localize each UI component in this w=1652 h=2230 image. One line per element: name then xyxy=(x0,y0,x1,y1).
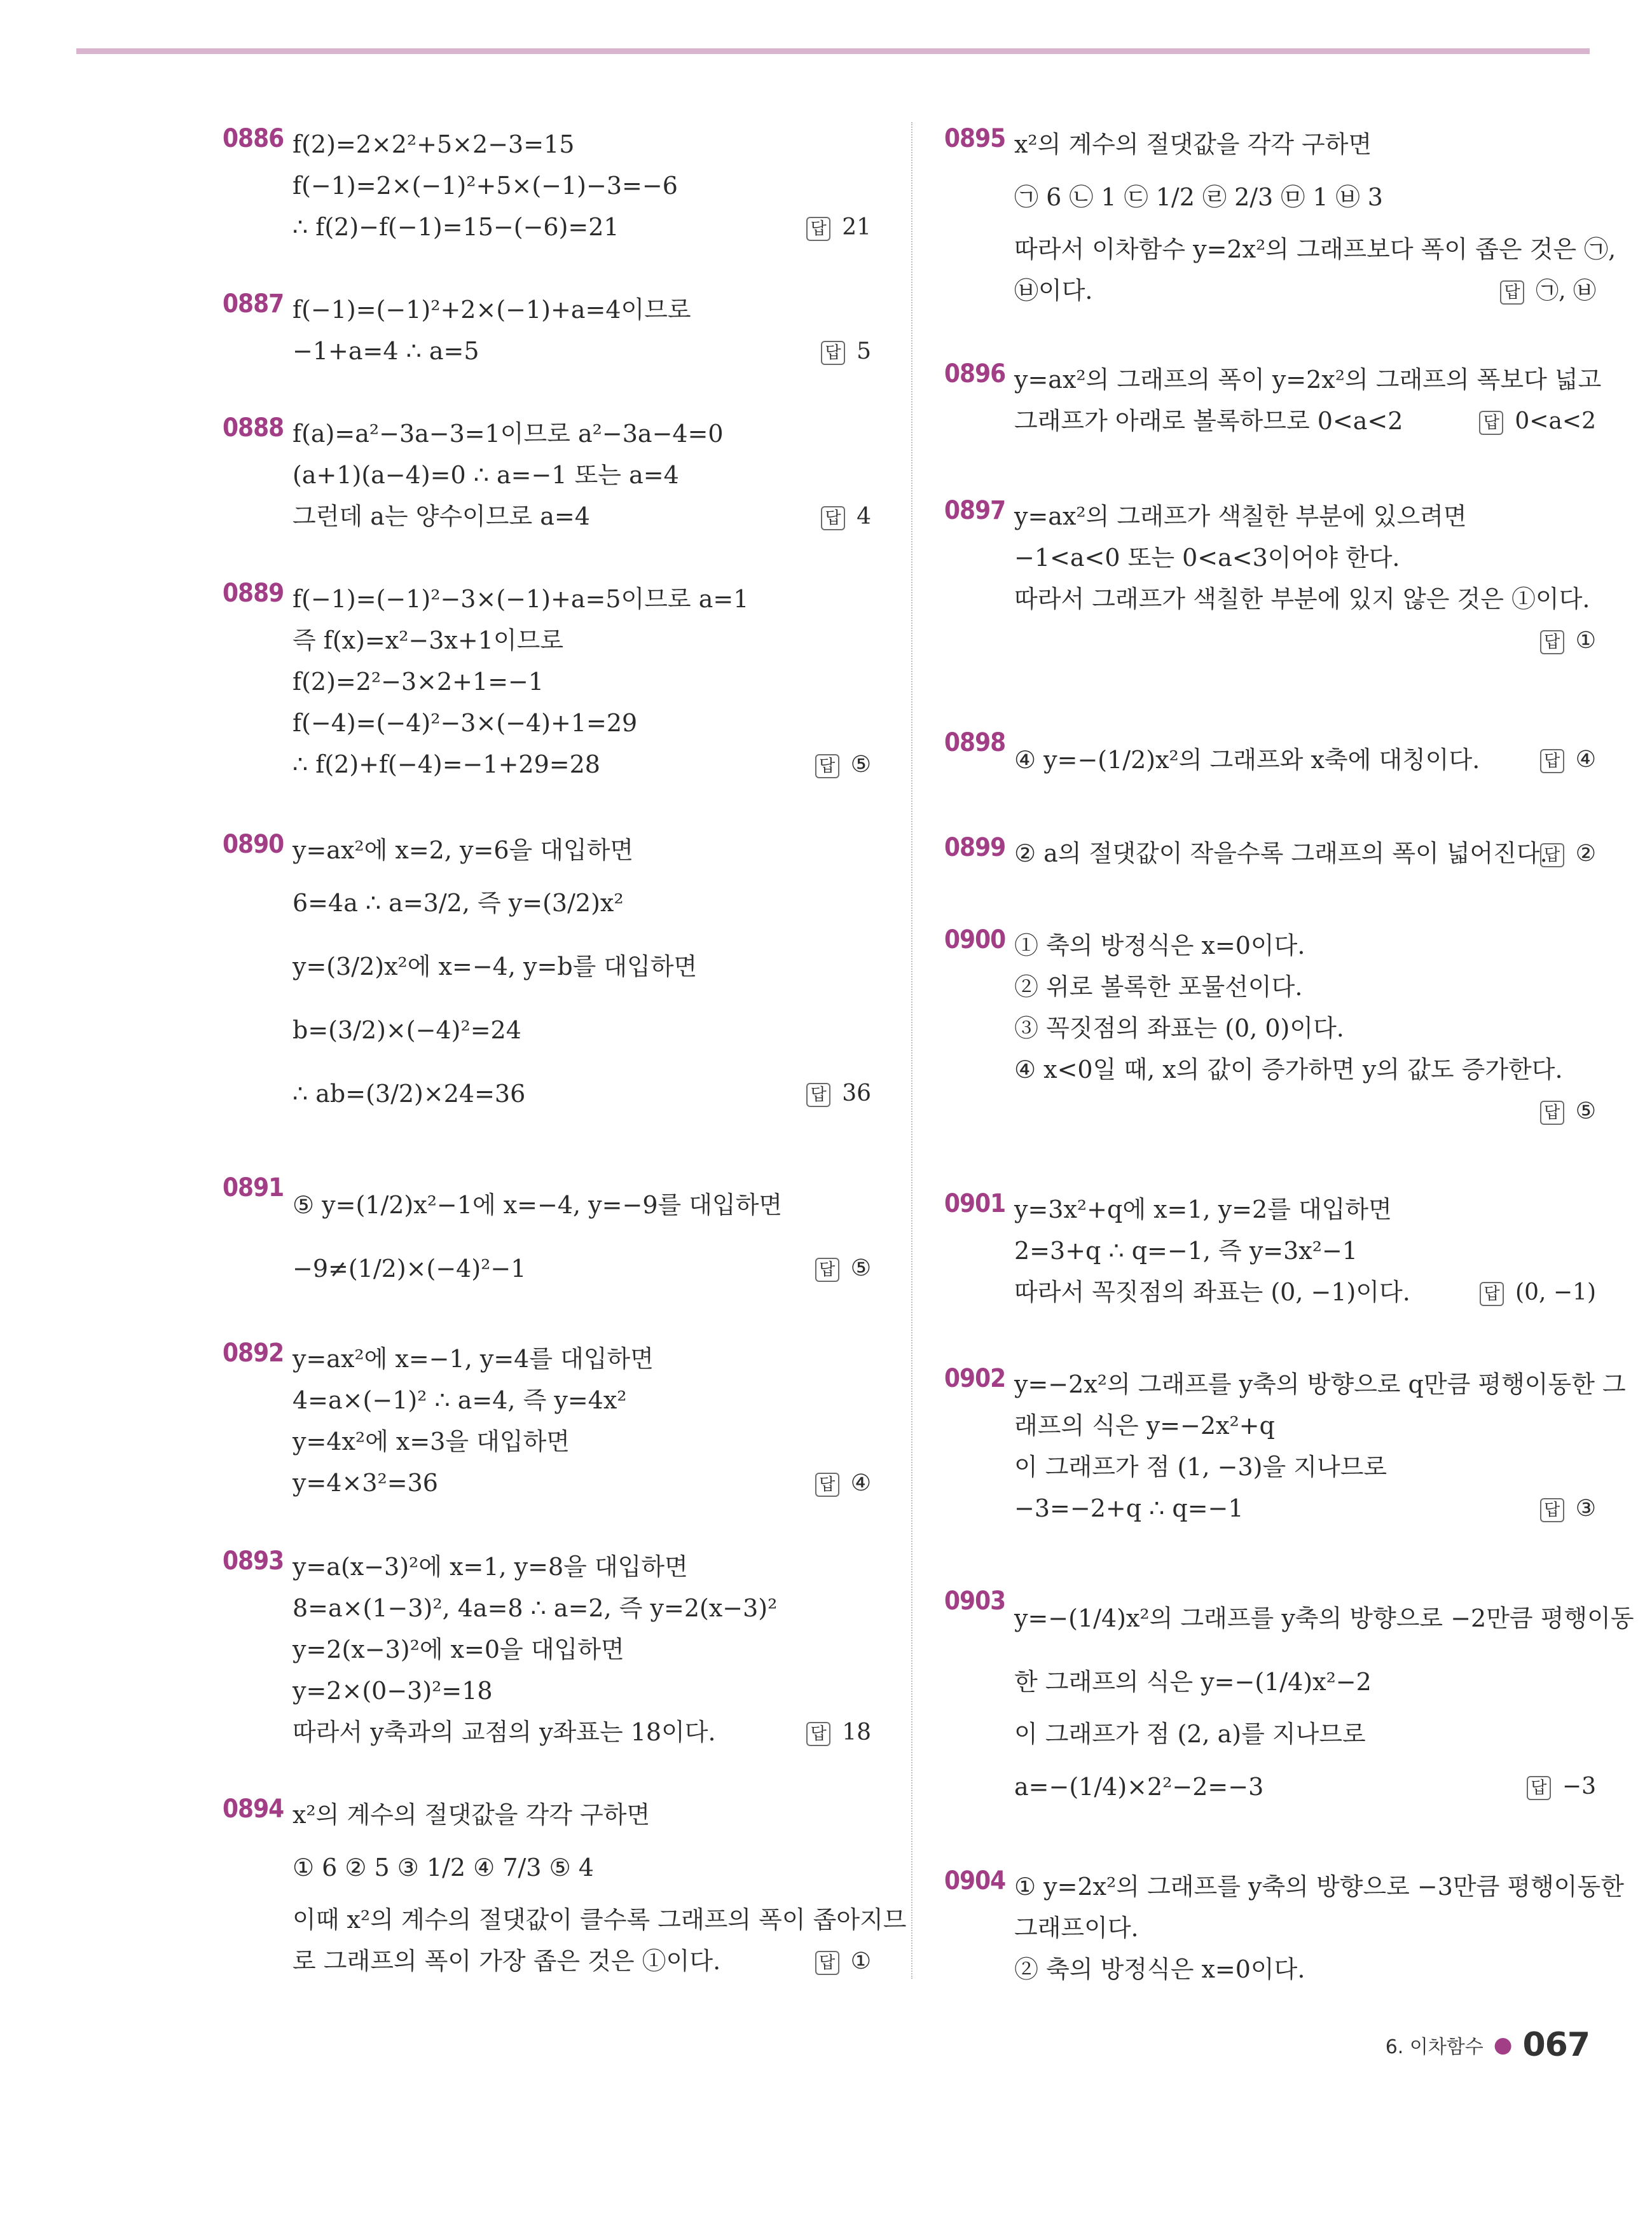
solution-text: 래프의 식은 y=−2x²+q xyxy=(1014,1412,1275,1440)
answer-label-icon: 답 xyxy=(1540,1101,1564,1125)
solution-text: 이때 x²의 계수의 절댓값이 클수록 그래프의 폭이 좁아지므 xyxy=(293,1906,907,1934)
solution-text: a=−(1/4)×2²−2=−3 xyxy=(1014,1773,1264,1801)
solution-line xyxy=(293,579,871,620)
solution-line xyxy=(1014,1908,1596,1949)
solution-line xyxy=(293,620,871,661)
solution-line xyxy=(1014,1189,1596,1230)
problem-number: 0899 xyxy=(944,833,1006,862)
answer-label-icon: 답 xyxy=(1540,843,1564,867)
answer xyxy=(1540,728,1596,792)
solution-line xyxy=(1014,1405,1596,1447)
solution-text: f(−1)=(−1)²+2×(−1)+a=4이므로 xyxy=(293,296,691,324)
answer xyxy=(806,1712,871,1753)
answer xyxy=(815,1237,871,1300)
answer-value: (0, −1) xyxy=(1515,1279,1596,1305)
solution-text: −1<a<0 또는 0<a<3이어야 한다. xyxy=(1014,544,1400,572)
answer-value: ⑤ xyxy=(1575,1098,1596,1124)
solution-text: ④ x<0일 때, x의 값이 증가하면 y의 값도 증가한다. xyxy=(1014,1056,1563,1084)
solution-body xyxy=(1014,359,1602,442)
problem-number: 0890 xyxy=(223,830,284,859)
answer-label-icon: 답 xyxy=(806,1083,830,1107)
solution-text: 따라서 꼭짓점의 좌표는 (0, −1)이다. xyxy=(1014,1278,1410,1306)
answer-label-icon: 답 xyxy=(1527,1776,1551,1800)
solution-text: ∴ f(2)+f(−4)=−1+29=28 xyxy=(293,750,600,778)
answer-value: ㉠, ㉥ xyxy=(1536,278,1596,304)
solution-text: 따라서 y축과의 교점의 y좌표는 18이다. xyxy=(293,1718,716,1746)
answer-value: 21 xyxy=(842,214,871,240)
solution-body xyxy=(293,124,871,248)
solution-text: 그런데 a는 양수이므로 a=4 xyxy=(293,502,590,530)
solution-text: f(−1)=(−1)²−3×(−1)+a=5이므로 a=1 xyxy=(293,585,749,613)
answer-label-icon: 답 xyxy=(1540,630,1564,654)
solution-line xyxy=(293,1463,871,1504)
answer xyxy=(815,1463,871,1504)
solution-body xyxy=(293,413,871,537)
solution-line xyxy=(1014,967,1596,1008)
answer-value: ④ xyxy=(850,1470,871,1496)
solution-line xyxy=(293,1941,871,1982)
solution-line xyxy=(1014,124,1596,165)
answer-label-icon: 답 xyxy=(806,1722,830,1746)
answer-value: 0<a<2 xyxy=(1515,408,1596,434)
top-rule xyxy=(76,48,1590,54)
solution-text: y=(3/2)x²에 x=−4, y=b를 대입하면 xyxy=(293,953,698,981)
solution-line xyxy=(293,1546,871,1588)
solution-body xyxy=(1014,1189,1596,1313)
solution-line xyxy=(293,1339,871,1380)
solution-text: 즉 f(x)=x²−3x+1이므로 xyxy=(293,626,564,654)
page-number: 067 xyxy=(1522,2026,1590,2064)
solution-text: 한 그래프의 식은 y=−(1/4)x²−2 xyxy=(1014,1668,1372,1696)
problem-number: 0897 xyxy=(944,496,1006,525)
solution-body xyxy=(1014,833,1596,874)
solution-line xyxy=(1014,1949,1596,1990)
solution-text: y=−2x²의 그래프를 y축의 방향으로 q만큼 평행이동한 그 xyxy=(1014,1370,1626,1398)
solution-line xyxy=(1014,1272,1596,1313)
solution-line xyxy=(1014,270,1596,312)
solution-body xyxy=(1014,925,1596,1132)
problem-number: 0889 xyxy=(223,579,284,608)
solution-text: ① y=2x²의 그래프를 y축의 방향으로 −3만큼 평행이동한 xyxy=(1014,1873,1624,1901)
solution-line xyxy=(1014,579,1596,620)
answer-value: 36 xyxy=(842,1080,871,1106)
solution-text: f(−4)=(−4)²−3×(−4)+1=29 xyxy=(293,709,638,737)
solution-line xyxy=(1014,359,1602,401)
answer-label-icon: 답 xyxy=(815,754,839,778)
problem-number: 0902 xyxy=(944,1364,1006,1393)
answer xyxy=(1527,1755,1596,1819)
problem-number: 0894 xyxy=(223,1794,284,1824)
solution-text: f(2)=2×2²+5×2−3=15 xyxy=(293,130,575,158)
chapter-title: 6. 이차함수 xyxy=(1385,2036,1483,2058)
answer-label-icon: 답 xyxy=(815,1258,839,1282)
solution-text: 로 그래프의 폭이 가장 좁은 것은 ①이다. xyxy=(293,1947,721,1975)
solution-line xyxy=(1014,1364,1626,1405)
solution-line xyxy=(1014,401,1596,442)
solution-text: 그래프가 아래로 볼록하므로 0<a<2 xyxy=(1014,407,1403,435)
solution-body xyxy=(293,1546,871,1753)
solution-text: y=ax²의 그래프의 폭이 y=2x²의 그래프의 폭보다 넓고 xyxy=(1014,366,1602,394)
solution-line xyxy=(1014,1008,1596,1049)
solution-line xyxy=(293,1588,871,1629)
solution-text: b=(3/2)×(−4)²=24 xyxy=(293,1016,521,1044)
solution-text: 4=a×(−1)² ∴ a=4, 즉 y=4x² xyxy=(293,1386,627,1414)
solution-line xyxy=(293,1712,871,1753)
solution-line xyxy=(293,703,871,744)
solution-line xyxy=(293,1237,871,1300)
solution-body xyxy=(293,830,871,1125)
answer-label-icon: 답 xyxy=(1479,411,1503,435)
problem-number: 0901 xyxy=(944,1189,1006,1218)
answer-value: ③ xyxy=(1575,1496,1596,1522)
solution-text: 따라서 이차함수 y=2x²의 그래프보다 폭이 좁은 것은 ㉠, xyxy=(1014,235,1616,263)
answer-value: ① xyxy=(850,1948,871,1974)
answer xyxy=(1480,1272,1596,1313)
solution-line xyxy=(1014,165,1596,229)
solution-body xyxy=(1014,124,1616,312)
solution-text: 이 그래프가 점 (2, a)를 지나므로 xyxy=(1014,1720,1366,1748)
solution-line xyxy=(293,871,871,935)
solution-line xyxy=(293,1173,871,1237)
solution-line xyxy=(1014,728,1596,792)
solution-text: ② a의 절댓값이 작을수록 그래프의 폭이 넓어진다. xyxy=(1014,839,1548,867)
solution-text: ④ y=−(1/2)x²의 그래프와 x축에 대칭이다. xyxy=(1014,746,1480,774)
solution-line xyxy=(293,1380,871,1421)
solution-text: x²의 계수의 절댓값을 각각 구하면 xyxy=(293,1801,650,1829)
solution-line xyxy=(1014,1488,1596,1529)
solution-line xyxy=(293,1421,871,1463)
answer-label-icon: 답 xyxy=(806,217,830,241)
solution-text: y=2(x−3)²에 x=0을 대입하면 xyxy=(293,1635,624,1663)
answer-label-icon: 답 xyxy=(815,1951,839,1975)
solution-line xyxy=(1014,620,1596,661)
answer-value: −3 xyxy=(1562,1773,1596,1800)
solution-body xyxy=(293,579,871,785)
solution-line xyxy=(293,413,871,455)
solution-line xyxy=(293,1670,871,1712)
answer xyxy=(1540,1488,1596,1529)
answer xyxy=(1540,1091,1596,1132)
answer-label-icon: 답 xyxy=(1500,280,1524,305)
answer xyxy=(806,1062,871,1125)
solution-text: (a+1)(a−4)=0 ∴ a=−1 또는 a=4 xyxy=(293,461,679,489)
solution-line xyxy=(293,289,871,331)
footer-bullet: ● xyxy=(1493,2032,1513,2058)
solution-body xyxy=(1014,1586,1634,1819)
solution-text: ② 위로 볼록한 포물선이다. xyxy=(1014,973,1303,1001)
solution-line xyxy=(293,165,871,207)
solution-line xyxy=(1014,537,1596,579)
solution-text: −3=−2+q ∴ q=−1 xyxy=(1014,1494,1244,1522)
problem-number: 0888 xyxy=(223,413,284,443)
solution-body xyxy=(293,1794,907,1982)
solution-line xyxy=(1014,229,1616,270)
solution-text: ∴ f(2)−f(−1)=15−(−6)=21 xyxy=(293,213,619,241)
solution-text: f(−1)=2×(−1)²+5×(−1)−3=−6 xyxy=(293,172,678,200)
solution-body xyxy=(293,1339,871,1504)
solution-line xyxy=(1014,1091,1596,1132)
solution-line xyxy=(1014,1866,1624,1908)
solution-line xyxy=(1014,1650,1596,1714)
solution-text: ㉠ 6 ㉡ 1 ㉢ 1/2 ㉣ 2/3 ㉤ 1 ㉥ 3 xyxy=(1014,183,1383,211)
solution-line xyxy=(293,124,871,165)
solution-line xyxy=(1014,1230,1596,1272)
solution-text: 8=a×(1−3)², 4a=8 ∴ a=2, 즉 y=2(x−3)² xyxy=(293,1594,778,1622)
answer xyxy=(1479,401,1596,442)
problem-number: 0893 xyxy=(223,1546,284,1576)
problem-number: 0886 xyxy=(223,124,284,153)
solution-line xyxy=(1014,1049,1596,1091)
answer xyxy=(815,1941,871,1982)
solution-text: ㉥이다. xyxy=(1014,277,1093,305)
solution-text: x²의 계수의 절댓값을 각각 구하면 xyxy=(1014,130,1372,158)
answer-value: ⑤ xyxy=(850,752,871,778)
problem-number: 0904 xyxy=(944,1866,1006,1896)
answer xyxy=(821,496,871,537)
answer xyxy=(821,331,871,372)
problem-number: 0896 xyxy=(944,359,1006,389)
solution-line xyxy=(1014,1586,1634,1650)
problem-number: 0892 xyxy=(223,1339,284,1368)
solution-line xyxy=(293,455,871,496)
answer xyxy=(806,207,871,248)
solution-text: y=4x²에 x=3을 대입하면 xyxy=(293,1428,570,1456)
solution-line xyxy=(293,331,871,372)
answer-label-icon: 답 xyxy=(821,341,845,365)
answer-value: ⑤ xyxy=(850,1255,871,1281)
solution-text: −1+a=4 ∴ a=5 xyxy=(293,337,479,365)
solution-text: y=ax²에 x=2, y=6을 대입하면 xyxy=(293,836,634,864)
problem-number: 0900 xyxy=(944,925,1006,954)
solution-body xyxy=(293,289,871,372)
answer-value: ④ xyxy=(1575,747,1596,773)
solution-text: ① 6 ② 5 ③ 1/2 ④ 7/3 ⑤ 4 xyxy=(293,1854,594,1882)
solution-line xyxy=(293,1062,871,1125)
solution-line xyxy=(293,661,871,703)
solution-body xyxy=(1014,496,1596,661)
page-footer xyxy=(1386,2026,1590,2064)
solution-line xyxy=(293,207,871,248)
solution-line xyxy=(1014,925,1596,967)
answer-value: ① xyxy=(1575,628,1596,654)
solution-text: ∴ ab=(3/2)×24=36 xyxy=(293,1080,526,1108)
solution-text: ③ 꼭짓점의 좌표는 (0, 0)이다. xyxy=(1014,1014,1344,1042)
solution-text: y=4×3²=36 xyxy=(293,1469,438,1497)
solution-text: ① 축의 방정식은 x=0이다. xyxy=(1014,932,1305,960)
solution-line xyxy=(293,1899,907,1941)
solution-line xyxy=(293,935,871,998)
solution-text: 2=3+q ∴ q=−1, 즉 y=3x²−1 xyxy=(1014,1237,1358,1265)
solution-body xyxy=(1014,1364,1626,1529)
answer-label-icon: 답 xyxy=(821,506,845,530)
solution-text: 따라서 그래프가 색칠한 부분에 있지 않은 것은 ①이다. xyxy=(1014,585,1590,613)
solution-text: 이 그래프가 점 (1, −3)을 지나므로 xyxy=(1014,1453,1387,1481)
solution-line xyxy=(293,830,871,871)
solution-text: y=a(x−3)²에 x=1, y=8을 대입하면 xyxy=(293,1553,688,1581)
solution-line xyxy=(1014,496,1596,537)
answer-label-icon: 답 xyxy=(815,1473,839,1497)
solution-line xyxy=(293,744,871,785)
solution-text: ⑤ y=(1/2)x²−1에 x=−4, y=−9를 대입하면 xyxy=(293,1191,783,1219)
answer xyxy=(1540,620,1596,661)
solution-line xyxy=(293,998,871,1062)
solution-text: f(2)=2²−3×2+1=−1 xyxy=(293,668,544,696)
answer-label-icon: 답 xyxy=(1540,749,1564,773)
problem-number: 0887 xyxy=(223,289,284,319)
solution-line xyxy=(293,496,871,537)
solution-body xyxy=(1014,1866,1624,1990)
solution-text: 그래프이다. xyxy=(1014,1914,1139,1942)
answer-label-icon: 답 xyxy=(1480,1282,1504,1306)
problem-number: 0903 xyxy=(944,1586,1006,1616)
problem-number: 0898 xyxy=(944,728,1006,757)
solution-text: y=2×(0−3)²=18 xyxy=(293,1677,493,1705)
column-divider xyxy=(911,122,912,1979)
answer-value: 18 xyxy=(842,1719,871,1745)
solution-text: y=3x²+q에 x=1, y=2를 대입하면 xyxy=(1014,1195,1392,1223)
solution-line xyxy=(1014,833,1596,874)
answer xyxy=(1540,833,1596,874)
solution-text: f(a)=a²−3a−3=1이므로 a²−3a−4=0 xyxy=(293,420,724,448)
answer-label-icon: 답 xyxy=(1540,1498,1564,1522)
answer xyxy=(815,744,871,785)
solution-text: 6=4a ∴ a=3/2, 즉 y=(3/2)x² xyxy=(293,889,624,917)
solution-text: ② 축의 방정식은 x=0이다. xyxy=(1014,1955,1305,1983)
solution-line xyxy=(1014,1755,1596,1819)
answer-value: ② xyxy=(1575,841,1596,867)
solution-text: y=ax²의 그래프가 색칠한 부분에 있으려면 xyxy=(1014,502,1467,530)
solution-line xyxy=(1014,1447,1596,1488)
problem-number: 0895 xyxy=(944,124,1006,153)
solution-line xyxy=(293,1629,871,1670)
answer-value: 4 xyxy=(857,504,871,530)
problem-number: 0891 xyxy=(223,1173,284,1202)
solution-body xyxy=(1014,728,1596,792)
solution-line xyxy=(293,1836,871,1899)
solution-line xyxy=(293,1794,871,1836)
solution-text: −9≠(1/2)×(−4)²−1 xyxy=(293,1255,527,1283)
solution-text: y=ax²에 x=−1, y=4를 대입하면 xyxy=(293,1345,654,1373)
solution-text: y=−(1/4)x²의 그래프를 y축의 방향으로 −2만큼 평행이동 xyxy=(1014,1604,1634,1632)
solution-body xyxy=(293,1173,871,1300)
solution-line xyxy=(1014,1714,1596,1755)
answer xyxy=(1500,270,1596,312)
answer-value: 5 xyxy=(857,338,871,364)
